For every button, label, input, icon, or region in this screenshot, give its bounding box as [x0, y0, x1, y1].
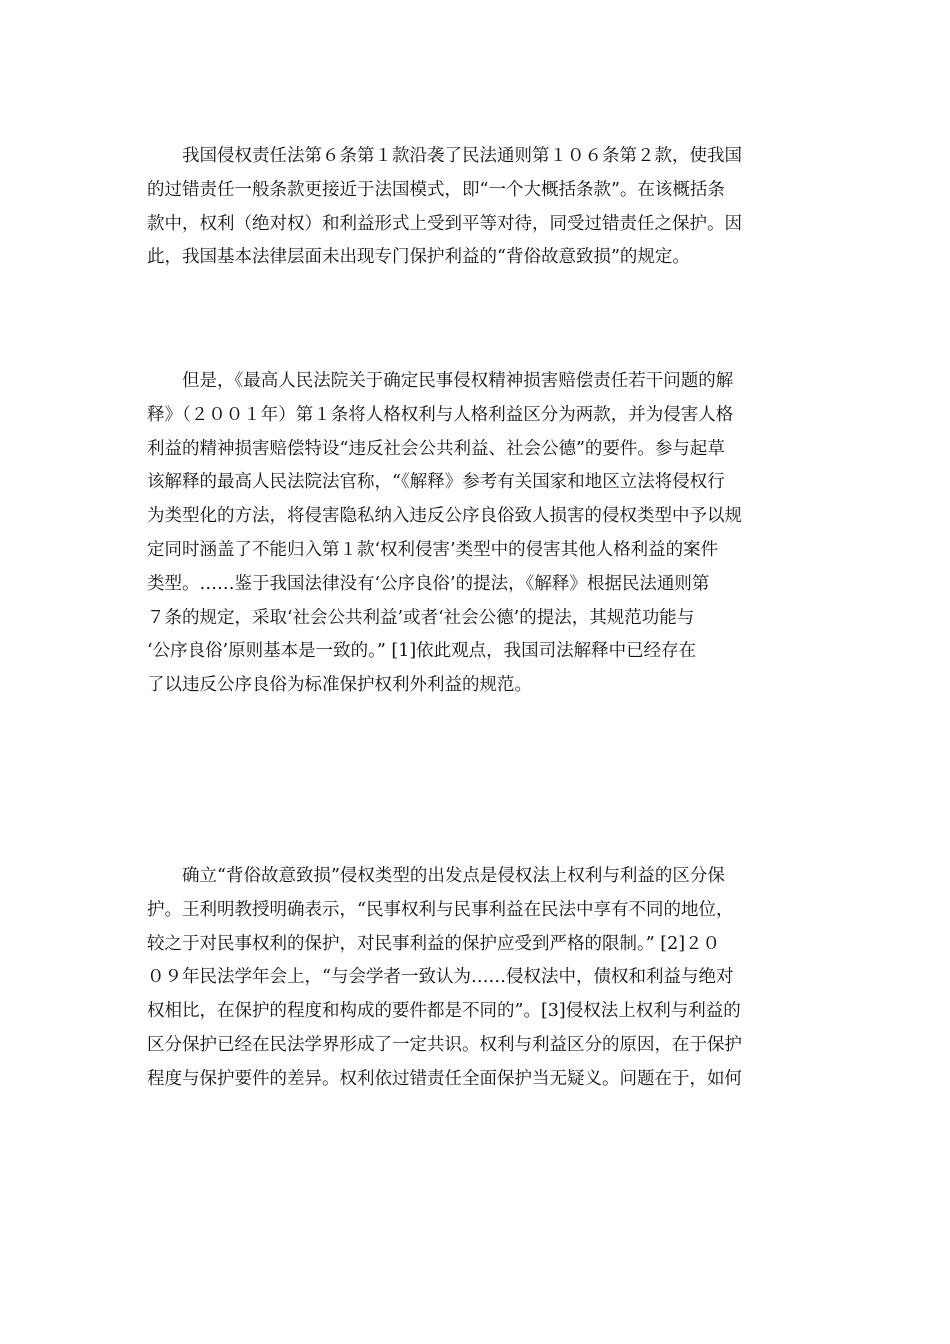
paragraph-line: 程度与保护要件的差异。权利依过错责任全面保护当无疑义。问题在于，如何	[147, 1068, 742, 1089]
paragraph-line: 了以违反公序良俗为标准保护权利外利益的规范。	[147, 675, 532, 696]
paragraph-line: 该解释的最高人民法院法官称，“《解释》参考有关国家和地区立法将侵权行	[147, 472, 725, 493]
paragraph-line: ‘公序良俗’原则基本是一致的。” [1]依此观点，我国司法解释中已经存在	[147, 641, 697, 662]
paragraph-line: 区分保护已经在民法学界形成了一定共识。权利与利益区分的原因，在于保护	[147, 1034, 742, 1055]
paragraph-line: 确立“背俗故意致损”侵权类型的出发点是侵权法上权利与利益的区分保	[182, 866, 725, 886]
paragraph-line: 利益的精神损害赔偿特设“违反社会公共利益、社会公德”的要件。参与起草	[147, 438, 725, 459]
paragraph-line: ７条的规定，采取‘社会公共利益’或者‘社会公德’的提法，其规范功能与	[147, 607, 695, 628]
paragraph-line: 护。王利明教授明确表示，“民事权利与民事利益在民法中享有不同的地位，	[147, 899, 734, 920]
paragraph-2	[147, 365, 827, 703]
paragraph-line: 的过错责任一般条款更接近于法国模式，即“一个大概括条款”。在该概括条	[147, 179, 725, 200]
paragraph-line: 此，我国基本法律层面未出现专门保护利益的“背俗故意致损”的规定。	[147, 247, 690, 268]
paragraph-line: 定同时涵盖了不能归入第１款‘权利侵害’类型中的侵害其他人格利益的案件	[147, 539, 719, 560]
paragraph-line: 我国侵权责任法第６条第１款沿袭了民法通则第１０６条第２款，使我国	[182, 146, 742, 166]
paragraph-line: 但是，《最高人民法院关于确定民事侵权精神损害赔偿责任若干问题的解	[182, 371, 734, 391]
paragraph-line: 类型。……鉴于我国法律没有‘公序良俗’的提法，《解释》根据民法通则第	[147, 573, 710, 594]
paragraph-line: 款中，权利（绝对权）和利益形式上受到平等对待，同受过错责任之保护。因	[147, 213, 742, 234]
paragraph-line: ０９年民法学年会上，“与会学者一致认为……侵权法中，债权和利益与绝对	[147, 967, 734, 988]
paragraph-line: 权相比，在保护的程度和构成的要件都是不同的”。[3]侵权法上权利与利益的	[147, 1001, 741, 1022]
paragraph-line: 释》（２００１年）第１条将人格权利与人格利益区分为两款，并为侵害人格	[147, 404, 734, 425]
paragraph-line: 为类型化的方法，将侵害隐私纳入违反公序良俗致人损害的侵权类型中予以规	[147, 506, 742, 527]
paragraph-line: 较之于对民事权利的保护，对民事利益的保护应受到严格的限制。” [2]２０	[147, 933, 721, 954]
paragraph-3	[147, 860, 827, 1097]
paragraph-1	[147, 140, 827, 275]
